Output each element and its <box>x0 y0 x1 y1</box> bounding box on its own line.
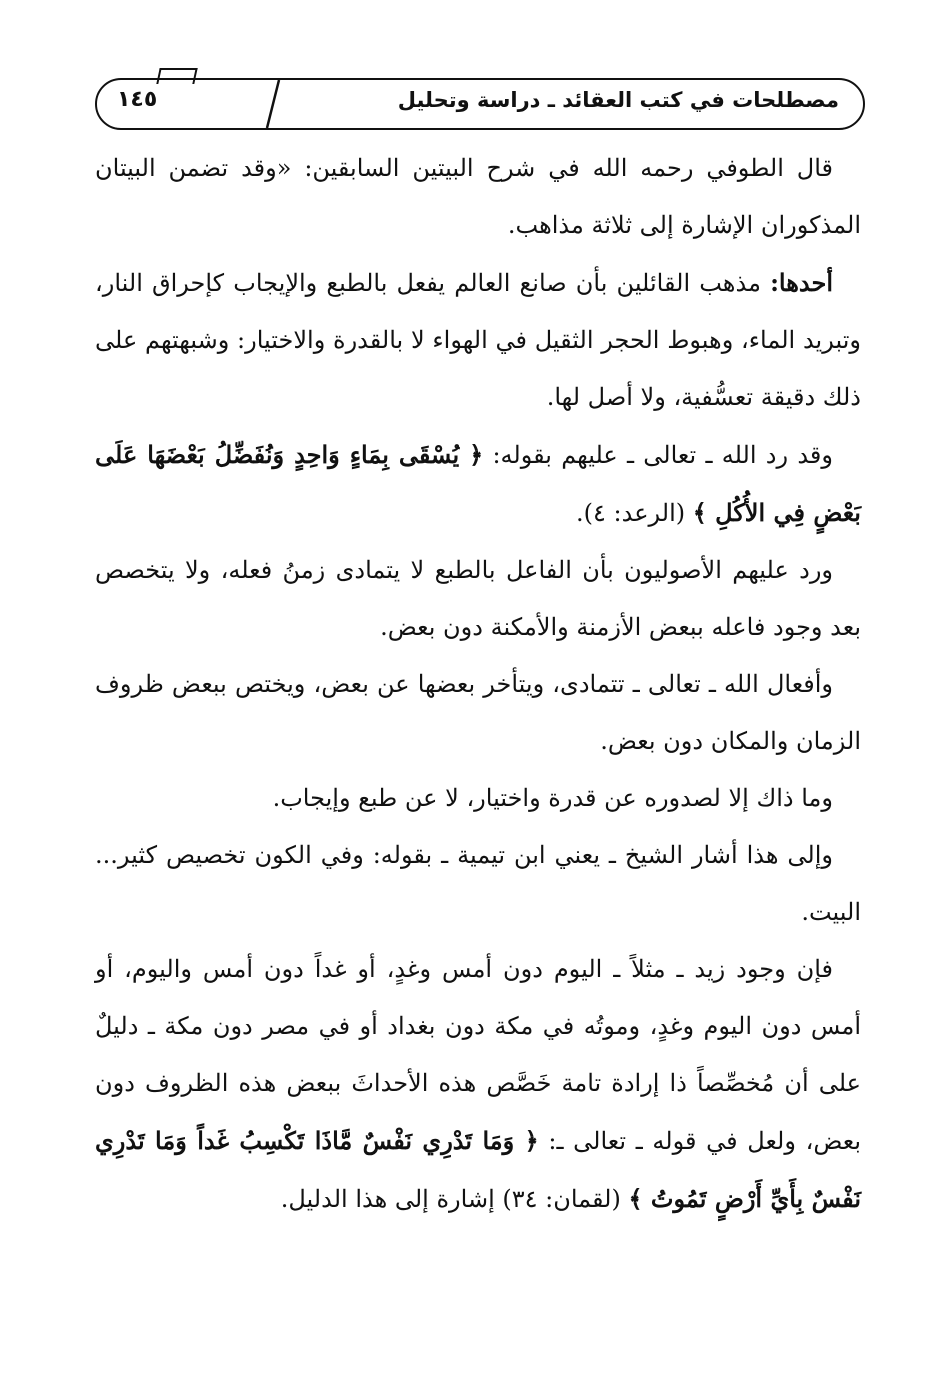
paragraph-text: مذهب القائلين بأن صانع العالم يفعل بالطبع والإيجاب كإحراق النار، وتبريد الماء، وهبوط الحجر الثقيل في الهواء لا بالقدرة والاختيار: وشبهتهم على ذلك دقيقة تعسُّفية، ولا أصل لها. <box>95 269 861 411</box>
paragraph-4 <box>95 542 861 656</box>
paragraph-7 <box>95 827 861 941</box>
quran-verse: ﴿ وَمَا تَدْرِي نَفْسٌ مَّاذَا تَكْسِبُ غَداً وَمَا تَدْرِي نَفْسٌ بِأَيِّ أَرْضٍ تَمُوتُ ﴾ <box>95 1126 861 1213</box>
header-title: مصطلحات في كتب العقائد ـ دراسة وتحليل <box>397 88 839 112</box>
paragraph-text: وقد رد الله ـ تعالى ـ عليهم بقوله: <box>483 441 833 469</box>
running-header <box>95 78 865 130</box>
paragraph-text: ورد عليهم الأصوليون بأن الفاعل بالطبع لا يتمادى زمنُ فعله، ولا يتخصص بعد وجود فاعله ببعض الأزمنة والأمكنة دون بعض. <box>95 556 861 641</box>
paragraph-lead: أحدها: <box>770 268 833 297</box>
paragraph-3 <box>95 426 861 542</box>
paragraph-8 <box>95 941 861 1228</box>
paragraph-2 <box>95 254 861 426</box>
paragraph-text: وإلى هذا أشار الشيخ ـ يعني ابن تيمية ـ بقوله: وفي الكون تخصيص كثير... البيت. <box>95 841 861 926</box>
paragraph-text: وما ذاك إلا لصدوره عن قدرة واختيار، لا عن طبع وإيجاب. <box>272 784 833 812</box>
body-text <box>95 140 861 1228</box>
paragraph-text: قال الطوفي رحمه الله في شرح البيتين السابقين: «وقد تضمن البيتان المذكوران الإشارة إلى ثلاثة مذاهب. <box>95 154 861 239</box>
verse-reference: (الرعد: ٤). <box>576 499 693 527</box>
quran-verse: ﴿ يُسْقَى بِمَاءٍ وَاحِدٍ وَنُفَضِّلُ بَعْضَهَا عَلَى بَعْضٍ فِي الأُكُلِ ﴾ <box>95 440 861 527</box>
paragraph-5 <box>95 656 861 770</box>
paragraph-6 <box>95 770 861 827</box>
page-number: ١٤٥ <box>117 87 158 112</box>
header-divider <box>247 80 297 128</box>
verse-reference: (لقمان: ٣٤) إشارة إلى هذا الدليل. <box>280 1185 629 1213</box>
paragraph-1 <box>95 140 861 254</box>
paragraph-text: وأفعال الله ـ تعالى ـ تتمادى، ويتأخر بعضها عن بعض، ويختص ببعض ظروف الزمان والمكان دون بعض. <box>95 670 861 755</box>
paragraph-text: فإن وجود زيد ـ مثلاً ـ اليوم دون أمس وغدٍ، أو غداً دون أمس واليوم، أو أمس دون اليوم وغدٍ، وموتُه في مكة دون بغداد أو في مصر دون مكة ـ دليلٌ على أن مُخصِّصاً ذا إرادة تامة خَصَّص هذه الأحداثَ ببعض هذه الظروف دون بعض، ولعل في قوله ـ تعالى ـ: <box>95 955 861 1155</box>
